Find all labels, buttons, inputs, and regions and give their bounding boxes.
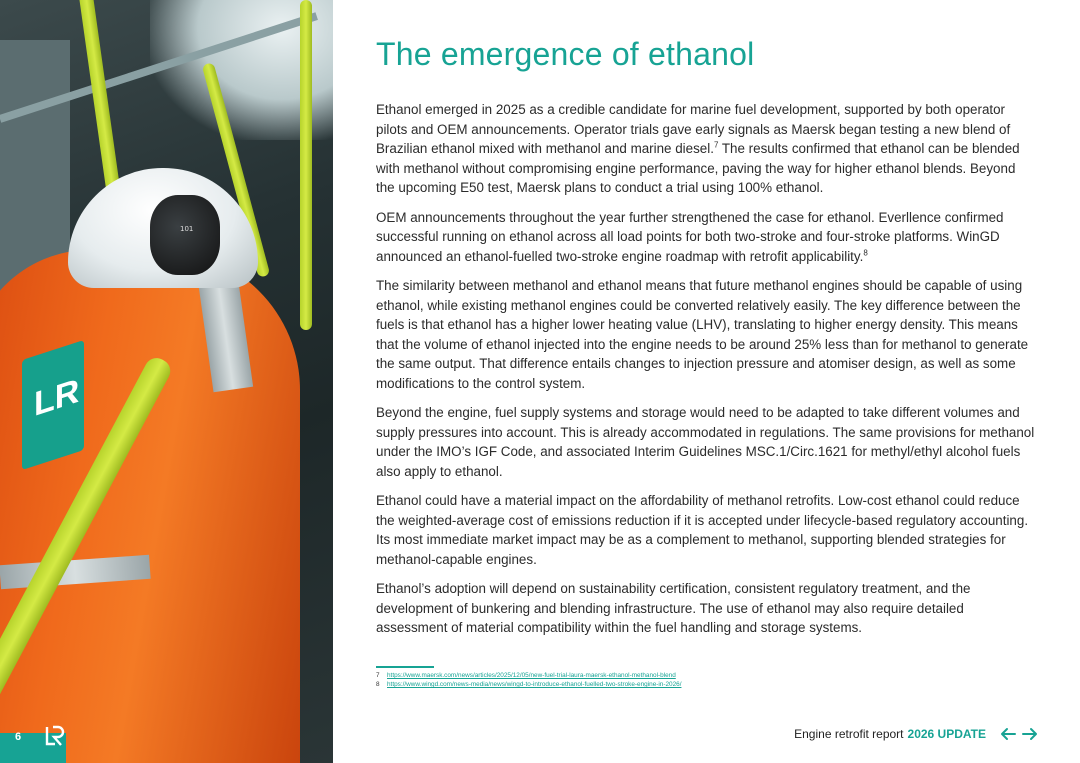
footnotes <box>376 671 681 689</box>
helmet-label: 101 <box>180 225 194 233</box>
footnote-ref[interactable]: 8 <box>863 248 868 258</box>
footnote-number: 7 <box>376 672 380 679</box>
photo-earmuff <box>150 195 220 275</box>
page-footer <box>794 727 1038 741</box>
footnote-item <box>376 680 681 689</box>
paragraph: Ethanol could have a material impact on the affordability of methanol retrofits. Low-cost ethanol could reduce the weighted-average cost of emissions reduction if it is accepted under lifecycle-based regulatory accounting. Its most immediate market impact may be as a complement to methanol, supporting blended strategies for methanol-capable engines. <box>376 493 1029 567</box>
footnote-link[interactable]: https://www.maersk.com/news/articles/2025/12/05/new-fuel-trial-laura-maersk-ethanol-methanol-blend <box>387 672 676 679</box>
arrow-right-icon[interactable] <box>1022 727 1038 741</box>
cover-photo <box>0 0 333 763</box>
paragraph: Ethanol’s adoption will depend on sustainability certification, consistent regulatory treatment, and the development of bunkering and blending infrastructure. The use of ethanol may also require detailed assessment of material compatibility within the fuel handling and storage systems. <box>376 581 971 635</box>
photo-orange-coverall <box>0 250 300 763</box>
article-body <box>376 100 1036 648</box>
arrow-left-icon[interactable] <box>1000 727 1016 741</box>
page-title: The emergence of ethanol <box>376 36 755 72</box>
photo-rail <box>300 0 312 330</box>
footnote-ref[interactable]: 7 <box>713 140 719 150</box>
footnote-number: 8 <box>376 681 380 688</box>
footnote-link[interactable]: https://www.wingd.com/news-media/news/wingd-to-introduce-ethanol-fuelled-two-stroke-engine-in-2026/ <box>387 681 682 688</box>
paragraph: Beyond the engine, fuel supply systems and storage would need to be adapted to take different volumes and supply pressures into account. This is already accommodated in regulations. The same provisions for methanol under the IMO’s IGF Code, and associated Interim Guidelines MSC.1/Circ.1621 for methyl/ethyl alcohol fuels also apply to ethanol. <box>376 405 1035 479</box>
report-title: Engine retrofit report <box>794 727 904 741</box>
report-edition: 2026 UPDATE <box>907 727 986 741</box>
photo-lr-badge <box>22 340 84 470</box>
paragraph: Ethanol emerged in 2025 as a credible candidate for marine fuel development, supported by both operator pilots and OEM announcements. Operator trials gave early signals as Maersk began testing a new blend of Brazilian ethanol mixed with methanol and marine diesel.$^7$ The results confirmed that ethanol can be blended with methanol without compromising engine performance, paving the way for higher ethanol blends. Beyond the upcoming E50 test, Maersk plans to conduct a trial using 100% ethanol. <box>376 102 1020 195</box>
lr-logo-icon <box>44 725 66 747</box>
badge-text: LR <box>34 371 80 425</box>
page-number: 6 <box>15 731 22 743</box>
page-navigation <box>1000 727 1038 741</box>
footnote-item <box>376 671 681 680</box>
paragraph: OEM announcements throughout the year further strengthened the case for ethanol. Everllence confirmed successful running on ethanol across all load points for both two-stroke and four-stroke platforms. WinGD announced an ethanol-fuelled two-stroke engine roadmap with retrofit applicability.$^8$ <box>376 209 1004 264</box>
footnote-divider <box>376 666 434 668</box>
paragraph: The similarity between methanol and ethanol means that future methanol engines should be capable of using ethanol, while existing methanol engines could be converted relatively easily. The key difference between the fuels is that ethanol has a higher lower heating value (LHV), translating to higher energy density. This means that the volume of ethanol injected into the engine needs to be around 25% less than for methanol to generate the same output. That difference entails changes to injection pressure and atomiser design, as well as some modifications to the control system. <box>376 278 1029 391</box>
